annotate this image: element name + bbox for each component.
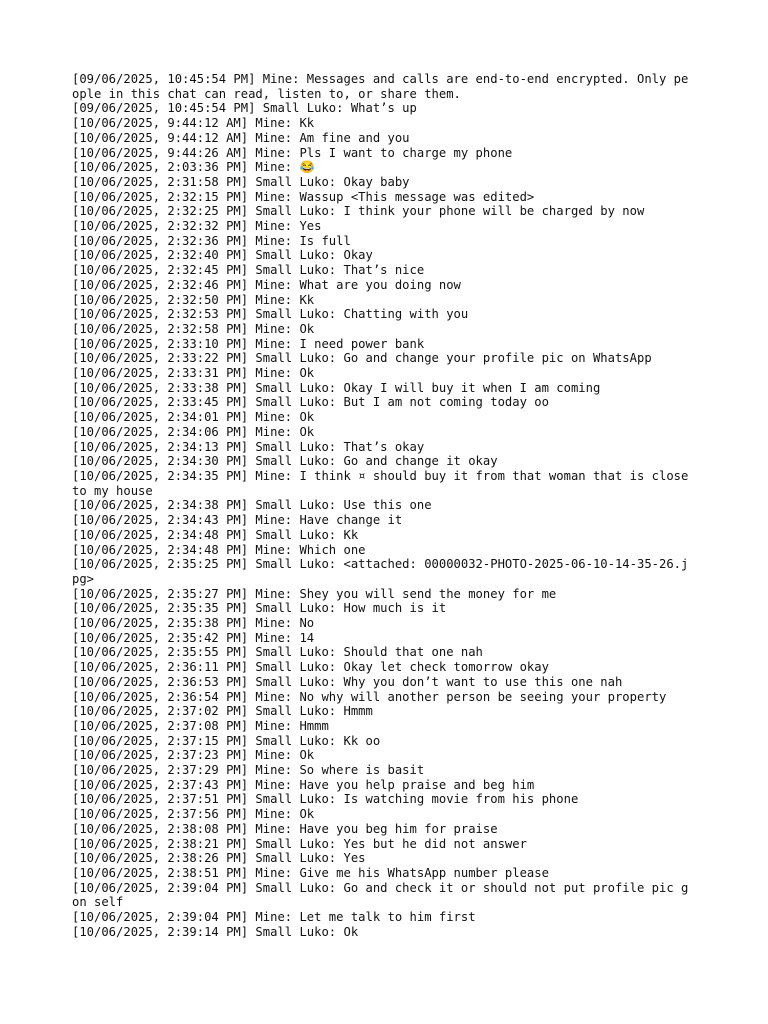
chat-message-line: [10/06/2025, 2:34:48 PM] Mine: Which one	[72, 542, 366, 557]
chat-message-line: [10/06/2025, 2:35:42 PM] Mine: 14	[72, 630, 315, 645]
chat-message-line: [10/06/2025, 2:32:53 PM] Small Luko: Chatting with you	[72, 307, 469, 322]
chat-message-line: [10/06/2025, 2:03:36 PM] Mine: 😂	[72, 160, 315, 175]
chat-message-line: [10/06/2025, 2:31:58 PM] Small Luko: Okay baby	[72, 174, 410, 189]
chat-message-line: [10/06/2025, 2:32:40 PM] Small Luko: Okay	[72, 248, 373, 263]
chat-message-line: [10/06/2025, 2:38:21 PM] Small Luko: Yes but he did not answer	[72, 836, 527, 851]
chat-message-line: [10/06/2025, 2:36:53 PM] Small Luko: Why you don’t want to use this one nah	[72, 674, 623, 689]
chat-message-line: [10/06/2025, 2:37:23 PM] Mine: Ok	[72, 748, 315, 763]
chat-message-line: [10/06/2025, 2:32:45 PM] Small Luko: That’s nice	[72, 263, 425, 278]
chat-message-line: [10/06/2025, 2:34:01 PM] Mine: Ok	[72, 410, 315, 425]
message-list	[72, 72, 696, 939]
chat-message-line: [10/06/2025, 2:35:25 PM] Small Luko: <attached: 00000032-PHOTO-2025-06-10-14-35-26.jpg>	[72, 557, 689, 586]
chat-message-line: [09/06/2025, 10:45:54 PM] Small Luko: What’s up	[72, 101, 417, 116]
chat-message-line: [10/06/2025, 2:34:13 PM] Small Luko: That’s okay	[72, 439, 425, 454]
chat-message-line: [10/06/2025, 2:32:46 PM] Mine: What are you doing now	[72, 277, 461, 292]
chat-message-line: [10/06/2025, 2:34:38 PM] Small Luko: Use this one	[72, 498, 432, 513]
chat-message-line: [10/06/2025, 2:32:32 PM] Mine: Yes	[72, 219, 322, 234]
chat-message-line: [10/06/2025, 2:33:45 PM] Small Luko: But I am not coming today oo	[72, 395, 549, 410]
chat-message-line: [10/06/2025, 2:38:08 PM] Mine: Have you beg him for praise	[72, 821, 498, 836]
chat-message-line: [10/06/2025, 2:37:29 PM] Mine: So where is basit	[72, 763, 425, 778]
chat-message-line: [10/06/2025, 2:39:04 PM] Mine: Let me talk to him first	[72, 910, 476, 925]
chat-message-line: [10/06/2025, 2:34:35 PM] Mine: I think ¤ should buy it from that woman that is close to my house	[72, 468, 696, 498]
chat-message-line: [10/06/2025, 2:33:22 PM] Small Luko: Go and change your profile pic on WhatsApp	[72, 351, 652, 366]
chat-message-line: [10/06/2025, 2:35:55 PM] Small Luko: Should that one nah	[72, 645, 483, 660]
chat-message-line: [10/06/2025, 9:44:12 AM] Mine: Kk	[72, 116, 315, 131]
chat-message-line: [10/06/2025, 2:38:51 PM] Mine: Give me his WhatsApp number please	[72, 865, 549, 880]
chat-message-line: [10/06/2025, 2:33:10 PM] Mine: I need power bank	[72, 336, 425, 351]
chat-message-line: [10/06/2025, 2:35:38 PM] Mine: No	[72, 616, 315, 631]
chat-transcript	[72, 72, 696, 939]
chat-message-line: [10/06/2025, 2:32:58 PM] Mine: Ok	[72, 321, 315, 336]
chat-message-line: [10/06/2025, 2:37:15 PM] Small Luko: Kk oo	[72, 733, 381, 748]
chat-message-line: [10/06/2025, 2:32:36 PM] Mine: Is full	[72, 233, 351, 248]
chat-message-line: [10/06/2025, 2:36:54 PM] Mine: No why will another person be seeing your property	[72, 689, 667, 704]
chat-message-line: [10/06/2025, 2:33:38 PM] Small Luko: Okay I will buy it when I am coming	[72, 380, 601, 395]
chat-message-line: [10/06/2025, 2:32:25 PM] Small Luko: I think your phone will be charged by now	[72, 204, 645, 219]
chat-message-line: [10/06/2025, 2:34:43 PM] Mine: Have change it	[72, 513, 403, 528]
chat-message-line: [10/06/2025, 2:34:30 PM] Small Luko: Go and change it okay	[72, 454, 498, 469]
chat-message-line: [10/06/2025, 2:36:11 PM] Small Luko: Okay let check tomorrow okay	[72, 660, 549, 675]
chat-message-line: [09/06/2025, 10:45:54 PM] Mine: Messages and calls are end-to-end encrypted. Only people in this chat can read, listen to, or share them.	[72, 72, 689, 101]
chat-message-line: [10/06/2025, 2:33:31 PM] Mine: Ok	[72, 366, 315, 381]
chat-message-line: [10/06/2025, 9:44:12 AM] Mine: Am fine and you	[72, 130, 410, 145]
chat-message-line: [10/06/2025, 9:44:26 AM] Mine: Pls I want to charge my phone	[72, 145, 513, 160]
chat-message-line: [10/06/2025, 2:37:43 PM] Mine: Have you help praise and beg him	[72, 777, 535, 792]
chat-message-line: [10/06/2025, 2:35:27 PM] Mine: Shey you will send the money for me	[72, 586, 557, 601]
chat-message-line: [10/06/2025, 2:35:35 PM] Small Luko: How much is it	[72, 601, 447, 616]
chat-message-line: [10/06/2025, 2:37:51 PM] Small Luko: Is watching movie from his phone	[72, 792, 579, 807]
chat-message-line: [10/06/2025, 2:37:56 PM] Mine: Ok	[72, 807, 315, 822]
chat-message-line: [10/06/2025, 2:39:14 PM] Small Luko: Ok	[72, 924, 359, 939]
chat-message-line: [10/06/2025, 2:39:04 PM] Small Luko: Go and check it or should not put profile pic gon self	[72, 880, 689, 910]
chat-message-line: [10/06/2025, 2:32:50 PM] Mine: Kk	[72, 292, 315, 307]
chat-message-line: [10/06/2025, 2:34:48 PM] Small Luko: Kk	[72, 527, 359, 542]
chat-message-line: [10/06/2025, 2:37:02 PM] Small Luko: Hmmm	[72, 704, 373, 719]
chat-message-line: [10/06/2025, 2:32:15 PM] Mine: Wassup <This message was edited>	[72, 189, 535, 204]
chat-message-line: [10/06/2025, 2:34:06 PM] Mine: Ok	[72, 424, 315, 439]
chat-message-line: [10/06/2025, 2:37:08 PM] Mine: Hmmm	[72, 718, 329, 733]
chat-message-line: [10/06/2025, 2:38:26 PM] Small Luko: Yes	[72, 851, 366, 866]
